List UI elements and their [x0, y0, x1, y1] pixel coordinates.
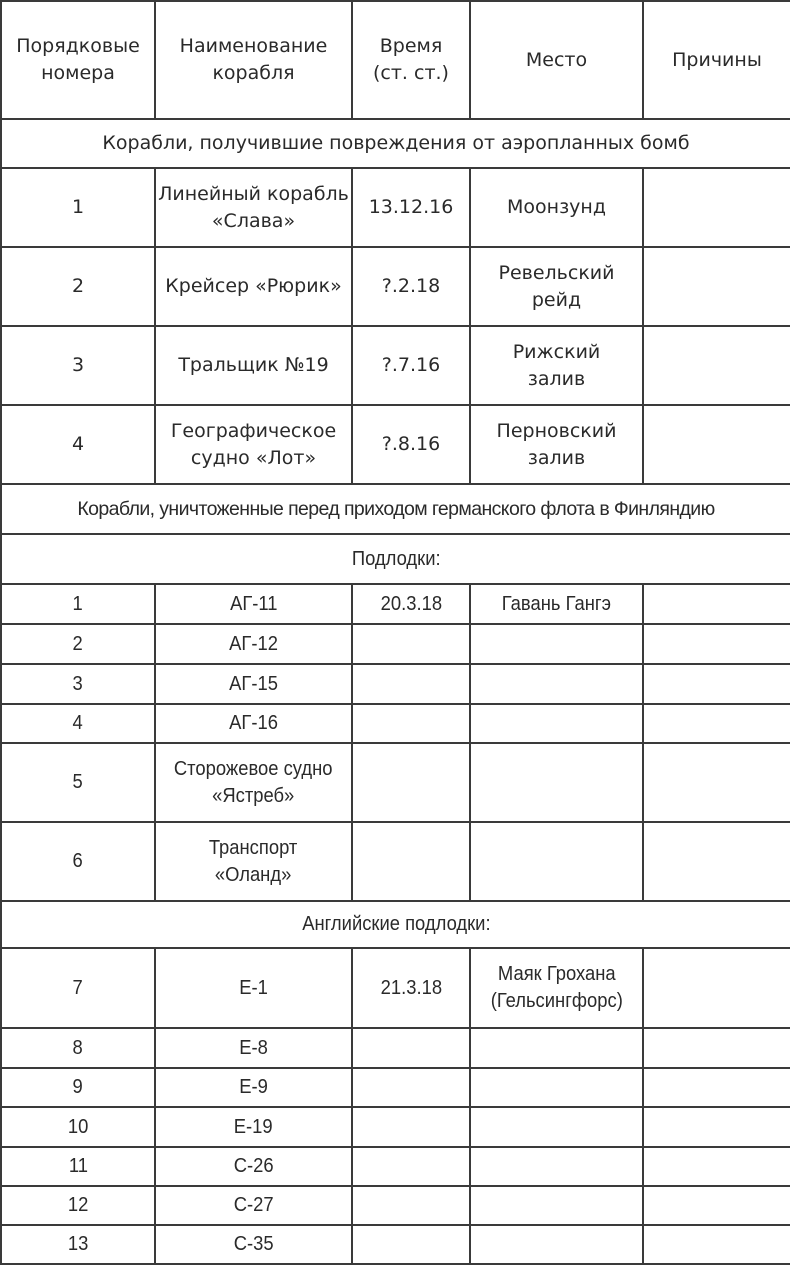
cell-ship-name-line: АГ-16: [229, 712, 278, 734]
header-name: [155, 1, 352, 119]
cell-reason: [643, 326, 790, 405]
cell-time: [352, 664, 470, 704]
cell-place: [470, 326, 643, 405]
cell-time-text: ?.8.16: [381, 433, 441, 455]
cell-ship-name-line: С-27: [233, 1194, 274, 1216]
cell-number: [1, 326, 155, 405]
cell-reason: [643, 405, 790, 484]
cell-place-line: залив: [527, 446, 586, 469]
cell-place: [470, 704, 643, 743]
cell-number-text: 1: [71, 196, 85, 218]
cell-reason: [643, 948, 790, 1028]
cell-time: [352, 1147, 470, 1186]
cell-reason: [643, 584, 790, 624]
cell-time: [352, 1028, 470, 1068]
cell-ship-name-line: С-26: [233, 1155, 274, 1177]
cell-ship-name-line: Е-19: [234, 1115, 273, 1138]
cell-place-line: Моонзунд: [507, 196, 606, 218]
cell-ship-name: [155, 948, 352, 1028]
cell-place-line: залив: [527, 367, 586, 390]
table-row: [1, 624, 790, 664]
section-destroyed: [1, 484, 790, 534]
cell-ship-name-line: Крейсер «Рюрик»: [165, 275, 342, 297]
table-row: [1, 1186, 790, 1225]
cell-number-text: 7: [72, 976, 84, 999]
cell-place: [470, 1186, 643, 1225]
cell-place-line: Рижский: [512, 340, 601, 363]
cell-ship-name: [155, 822, 352, 901]
cell-reason: [643, 1107, 790, 1147]
cell-ship-name-line: Сторожевое судно: [174, 757, 333, 780]
cell-place: [470, 1107, 643, 1147]
cell-number-text: 2: [72, 632, 84, 655]
cell-place: [470, 1225, 643, 1264]
cell-place-line: Гавань Гангэ: [501, 592, 612, 615]
cell-time-text: ?.2.18: [381, 275, 441, 297]
cell-place-line: Перновский: [496, 419, 617, 442]
cell-reason: [643, 1186, 790, 1225]
cell-ship-name: [155, 664, 352, 704]
cell-number-text: 5: [72, 771, 84, 793]
cell-time-text: 20.3.18: [380, 592, 442, 615]
section-english-submarines: [1, 901, 790, 948]
cell-number-text: 3: [71, 354, 85, 376]
cell-time: [352, 704, 470, 743]
table-row: [1, 822, 790, 901]
cell-place: [470, 664, 643, 704]
cell-number: [1, 664, 155, 704]
table-row: [1, 584, 790, 624]
cell-number-text: 13: [67, 1233, 89, 1255]
cell-ship-name-line: С-35: [233, 1233, 274, 1255]
table-row: [1, 247, 790, 326]
cell-number-text: 9: [72, 1076, 84, 1098]
cell-ship-name-line: АГ-15: [229, 672, 278, 695]
cell-reason: [643, 664, 790, 704]
cell-ship-name: [155, 704, 352, 743]
cell-time: [352, 247, 470, 326]
cell-place: [470, 822, 643, 901]
cell-ship-name-line: «Слава»: [211, 209, 296, 232]
cell-place: [470, 405, 643, 484]
cell-number-text: 4: [72, 712, 84, 734]
cell-ship-name-line: АГ-11: [229, 592, 278, 615]
cell-ship-name: [155, 1028, 352, 1068]
cell-place: [470, 624, 643, 664]
cell-place-line: Ревельский: [498, 261, 615, 284]
table-row: [1, 1068, 790, 1107]
cell-number-text: 4: [71, 433, 85, 455]
header-time: [352, 1, 470, 119]
cell-ship-name-line: «Ястреб»: [212, 784, 295, 807]
table-row: [1, 664, 790, 704]
header-name-line1: Наименование: [179, 35, 328, 57]
cell-ship-name-line: Тральщик №19: [178, 354, 329, 376]
table-row: [1, 743, 790, 822]
cell-reason: [643, 822, 790, 901]
cell-ship-name: [155, 247, 352, 326]
submarine-rows: [1, 584, 790, 901]
cell-ship-name: [155, 1147, 352, 1186]
cell-place-line: (Гельсингфорс): [490, 990, 623, 1012]
table-row: [1, 948, 790, 1028]
cell-ship-name: [155, 1068, 352, 1107]
cell-place-line: Маяк Грохана: [497, 963, 616, 985]
cell-ship-name: [155, 1225, 352, 1264]
cell-number: [1, 1225, 155, 1264]
cell-ship-name-line: Транспорт: [209, 836, 298, 859]
section-destroyed-label: Корабли, уничтоженные перед приходом германского флота в Финляндию: [77, 497, 715, 520]
cell-time: [352, 168, 470, 247]
header-time-line1: Время: [379, 35, 443, 57]
cell-place: [470, 743, 643, 822]
cell-time: [352, 405, 470, 484]
cell-time: [352, 1225, 470, 1264]
cell-ship-name: [155, 168, 352, 247]
cell-number-text: 1: [72, 592, 84, 615]
cell-number: [1, 584, 155, 624]
cell-place: [470, 584, 643, 624]
cell-reason: [643, 1225, 790, 1264]
cell-number: [1, 1028, 155, 1068]
table-row: [1, 326, 790, 405]
cell-place: [470, 1068, 643, 1107]
cell-reason: [643, 743, 790, 822]
cell-time: [352, 326, 470, 405]
cell-time: [352, 1186, 470, 1225]
cell-number: [1, 405, 155, 484]
cell-time: [352, 822, 470, 901]
header-place: Место: [470, 1, 643, 119]
cell-ship-name-line: АГ-12: [229, 632, 278, 655]
cell-ship-name-line: Линейный корабль: [158, 182, 349, 205]
cell-ship-name-line: Е-8: [239, 1036, 268, 1059]
cell-ship-name: [155, 1107, 352, 1147]
cell-number: [1, 743, 155, 822]
table-row: [1, 1147, 790, 1186]
cell-time: [352, 584, 470, 624]
cell-number-text: 6: [72, 850, 84, 872]
cell-reason: [643, 247, 790, 326]
cell-number: [1, 247, 155, 326]
table-row: [1, 168, 790, 247]
cell-ship-name: [155, 405, 352, 484]
table-row: [1, 405, 790, 484]
cell-place: [470, 168, 643, 247]
cell-time: [352, 948, 470, 1028]
header-row: [1, 1, 790, 119]
cell-ship-name: [155, 584, 352, 624]
cell-number: [1, 704, 155, 743]
cell-number-text: 2: [71, 275, 85, 297]
section-english-submarines-label: Английские подлодки:: [301, 913, 491, 935]
cell-place: [470, 1147, 643, 1186]
cell-ship-name: [155, 1186, 352, 1225]
cell-ship-name: [155, 326, 352, 405]
cell-ship-name: [155, 624, 352, 664]
cell-number: [1, 1147, 155, 1186]
cell-number-text: 3: [72, 672, 84, 695]
cell-number: [1, 1186, 155, 1225]
table-row: [1, 704, 790, 743]
table-row: [1, 1225, 790, 1264]
header-time-line2: (ст. ст.): [373, 62, 449, 84]
header-number-line2: номера: [41, 62, 115, 84]
header-number-line1: Порядковые: [16, 35, 140, 57]
header-number: [1, 1, 155, 119]
cell-number-text: 10: [67, 1115, 89, 1138]
cell-ship-name-line: судно «Лот»: [190, 446, 317, 469]
cell-time-text: ?.7.16: [381, 354, 441, 376]
cell-reason: [643, 168, 790, 247]
cell-number-text: 8: [72, 1036, 84, 1059]
cell-ship-name-line: Е-1: [239, 976, 268, 999]
header-reasons: Причины: [643, 1, 790, 119]
cell-time: [352, 1107, 470, 1147]
table-row: [1, 1107, 790, 1147]
cell-number-text: 11: [68, 1155, 88, 1177]
header-name-line2: корабля: [212, 62, 295, 84]
cell-number: [1, 1107, 155, 1147]
section-submarines-label: Подлодки:: [351, 547, 441, 570]
cell-reason: [643, 1147, 790, 1186]
cell-number: [1, 168, 155, 247]
cell-place: [470, 1028, 643, 1068]
cell-time-text: 21.3.18: [380, 976, 442, 999]
cell-reason: [643, 624, 790, 664]
cell-place: [470, 247, 643, 326]
cell-number-text: 12: [67, 1194, 89, 1216]
cell-time: [352, 743, 470, 822]
cell-time: [352, 624, 470, 664]
cell-ship-name-line: Е-9: [239, 1076, 268, 1098]
cell-reason: [643, 704, 790, 743]
section-submarines: [1, 534, 790, 584]
cell-number: [1, 1068, 155, 1107]
section-damaged: Корабли, получившие повреждения от аэропланных бомб: [1, 119, 790, 168]
table-row: [1, 1028, 790, 1068]
damaged-rows: [1, 168, 790, 484]
cell-ship-name-line: «Оланд»: [215, 863, 292, 886]
cell-number: [1, 624, 155, 664]
cell-place-line: рейд: [531, 288, 582, 311]
cell-time-text: 13.12.16: [368, 196, 454, 218]
cell-number: [1, 822, 155, 901]
cell-reason: [643, 1068, 790, 1107]
english-submarine-rows: [1, 948, 790, 1264]
cell-time: [352, 1068, 470, 1107]
cell-reason: [643, 1028, 790, 1068]
cell-place: [470, 948, 643, 1028]
cell-ship-name-line: Географическое: [170, 419, 337, 442]
cell-ship-name: [155, 743, 352, 822]
cell-number: [1, 948, 155, 1028]
